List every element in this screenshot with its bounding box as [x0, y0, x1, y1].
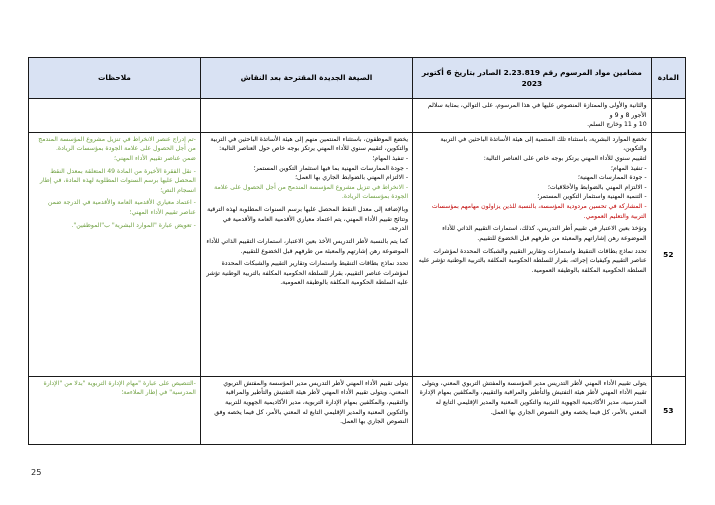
note-line: -تم إدراج عنصر الانخراط في تنزيل مشروع المؤسسة المندمج من أجل الحصول على علامة الجودة بمؤسسات الريادة. — [38, 135, 196, 153]
original-line: 10 و 11 وخارج السلم. — [587, 121, 647, 129]
new-line: يخضع الموظفون، باستثناء المنتمين منهم إلى هيئة الأساتذة الباحثين في التربية والتكوين، لتقييم سنوي للأداء المهني يرتكز بوجه خاص حول العناصر التالية: — [210, 135, 409, 153]
note-line: -التنصيص على عبارة "مهام الإدارة التربوية "بدلا من "الإدارة المدرسية" في إطار الملاءمة؛ — [43, 379, 196, 397]
new-line: - جودة الممارسات المهنية بما فيها استثمار التكوين المستمر؛ — [253, 164, 409, 172]
header-original-text: مضامين مواد المرسوم رقم 2.23.819 الصادر بتاريخ 6 أكتوبر 2023 — [413, 58, 652, 99]
original-line-highlighted: - المشاركة في تحسين مردودية المؤسسة، بالنسبة للذين يزاولون مهامهم بمؤسسات التربية والتعليم العمومي. — [431, 203, 647, 220]
original-line: لتقييم سنوي للأداء المهني يرتكز بوجه خاص على العناصر التالية: — [483, 155, 647, 163]
header-article: المادة — [651, 58, 685, 99]
note-line: ضمن عناصر تقييم الأداء المهني؛ — [113, 155, 196, 163]
original-line: تحدد نماذج بطاقات التنقيط واستمارات وتقارير التقييم والشبكات المحددة لمؤشرات عناصر التقييم وكيفيات إجرائه، بقرار للسلطة الحكومية المكلفة بالتربية الوطنية تؤشر عليه السلطة الحكومية المكلفة بالوظيفة العمومية. — [418, 247, 647, 274]
comparison-table — [28, 57, 686, 445]
notes-cell — [29, 132, 201, 376]
article-number: 52 — [651, 132, 685, 376]
table-row-52 — [29, 132, 686, 376]
new-line: كما يتم بالنسبة لأطر التدريس الأخذ بعين الاعتبار، استمارات التقييم الذاتي للأداء الموضوعة رهن إشارتهم والمعبئة من طرفهم قبل الخضوع للتقييم. — [206, 237, 409, 255]
article-number: 53 — [651, 376, 685, 444]
notes-cell-empty — [29, 99, 201, 133]
table-header-row — [29, 58, 686, 99]
new-cell-empty — [200, 99, 412, 133]
original-cell — [413, 376, 652, 444]
page-number: 25 — [31, 467, 42, 477]
original-line: وتؤخذ بعين الاعتبار في تقييم أطر التدريس، كذلك، استمارات التقييم الذاتي للأداء الموضوعة رهن إشاراتهم والمعبئة من طرفهم قبل الخضوع للتقييم. — [442, 225, 647, 242]
table-row-continued — [29, 99, 686, 133]
original-line: يتولى تقييم الأداء المهني لأطر التدريس مدير المؤسسة والمفتش التربوي المعني، ويتولى تقييم الأداء المهني لأطر هيئة التفتيش والتأطير والمراقبة والتقييم، والمكلفين بمهام الإدارة المدرسية، مدير الأكاديمية الجهوية للتربية والتكوين المعنية والمدير الإقليمي التابع له المعني بالأمر، كل فيما يخصه وفق النصوص الجاري بها العمل. — [419, 379, 647, 416]
new-line: وبالإضافة إلى معدل النقط المحصل عليها برسم السنوات المطلوبة لهذه الترقية وتتائج تقييم الأداء المهني، يتم اعتماد معياري الأقدمية العامة والأقدمية في الدرجة. — [207, 206, 409, 233]
note-line: - نقل الفقرة الأخيرة من المادة 49 المتعلقة بمعدل النقط المحصل عليها برسم السنوات المطلوبة لهذه المادة، في إطار انسجام النص؛ — [39, 167, 196, 194]
comparison-table-page — [28, 57, 686, 445]
original-line: - تنفيذ المهام؛ — [610, 164, 647, 172]
table-row-53 — [29, 376, 686, 444]
new-line: تحدد نماذج بطاقات التنقيط واستمارات وتقارير التقييم والشبكات المحددة لمؤشرات عناصر التقييم، بقرار للسلطة الحكومية المكلفة بالتربية الوطنية تؤشر عليه السلطة الحكومية المكلفة بالوظيفة العمومية. — [206, 260, 409, 287]
original-line: - جودة الممارسات المهنية؛ — [577, 174, 647, 182]
new-line: يتولى تقييم الأداء المهني لأطر التدريس مدير المؤسسة والمفتش التربوي المعني، ويتولى تقييم الأداء المهني لأطر هيئة التفتيش والتأطير والمراقبة والتقييم، والمكلفين بمهام الإدارة التربوية، مدير الأكاديمية الجهوية للتربية والتكوين المعنية والمدير الإقليمي التابع له المعني بالأمر، كل فيما يخصه وفق النصوص الجاري بها العمل. — [214, 379, 409, 426]
article-cell-empty — [651, 99, 685, 133]
notes-cell — [29, 376, 201, 444]
note-line: - تعويض عبارة "الموارد البشرية" ب"الموظفين". — [71, 221, 196, 229]
note-line: - اعتماد معياري الأقدمية العامة والأقدمية في الدرجة ضمن عناصر تقييم الأداء المهني؛ — [47, 199, 196, 217]
original-cell — [413, 132, 652, 376]
original-line: والثانية والأولى والممتازة المنصوص عليها في هذا المرسوم، على التوالي، بمثابة سلالم الأجور 8 و 9 و — [427, 102, 647, 119]
new-line: - تنفيذ المهام؛ — [372, 155, 409, 163]
original-line: - الالتزام المهني بالضوابط والأخلاقيات؛ — [547, 183, 647, 191]
original-cell-continued — [413, 99, 652, 133]
new-wording-cell — [200, 376, 412, 444]
new-line-highlighted: - الانخراط في تنزيل مشروع المؤسسة المندمج من أجل الحصول على علامة الجودة بمؤسسات الريادة. — [214, 183, 409, 201]
original-line: تخضع الموارد البشرية، باستثناء تلك المنتمية إلى هيئة الأساتذة الباحثين في التربية والتكوين، — [440, 135, 647, 153]
original-line: - التنمية المهنية واستثمار التكوين المستمر؛ — [537, 193, 647, 201]
new-wording-cell — [200, 132, 412, 376]
header-notes: ملاحظات — [29, 58, 201, 99]
header-new-wording: الصيغة الجديدة المقترحة بعد النقاش — [200, 58, 412, 99]
new-line: - الالتزام المهني بالضوابط الجاري بها العمل؛ — [295, 174, 409, 182]
